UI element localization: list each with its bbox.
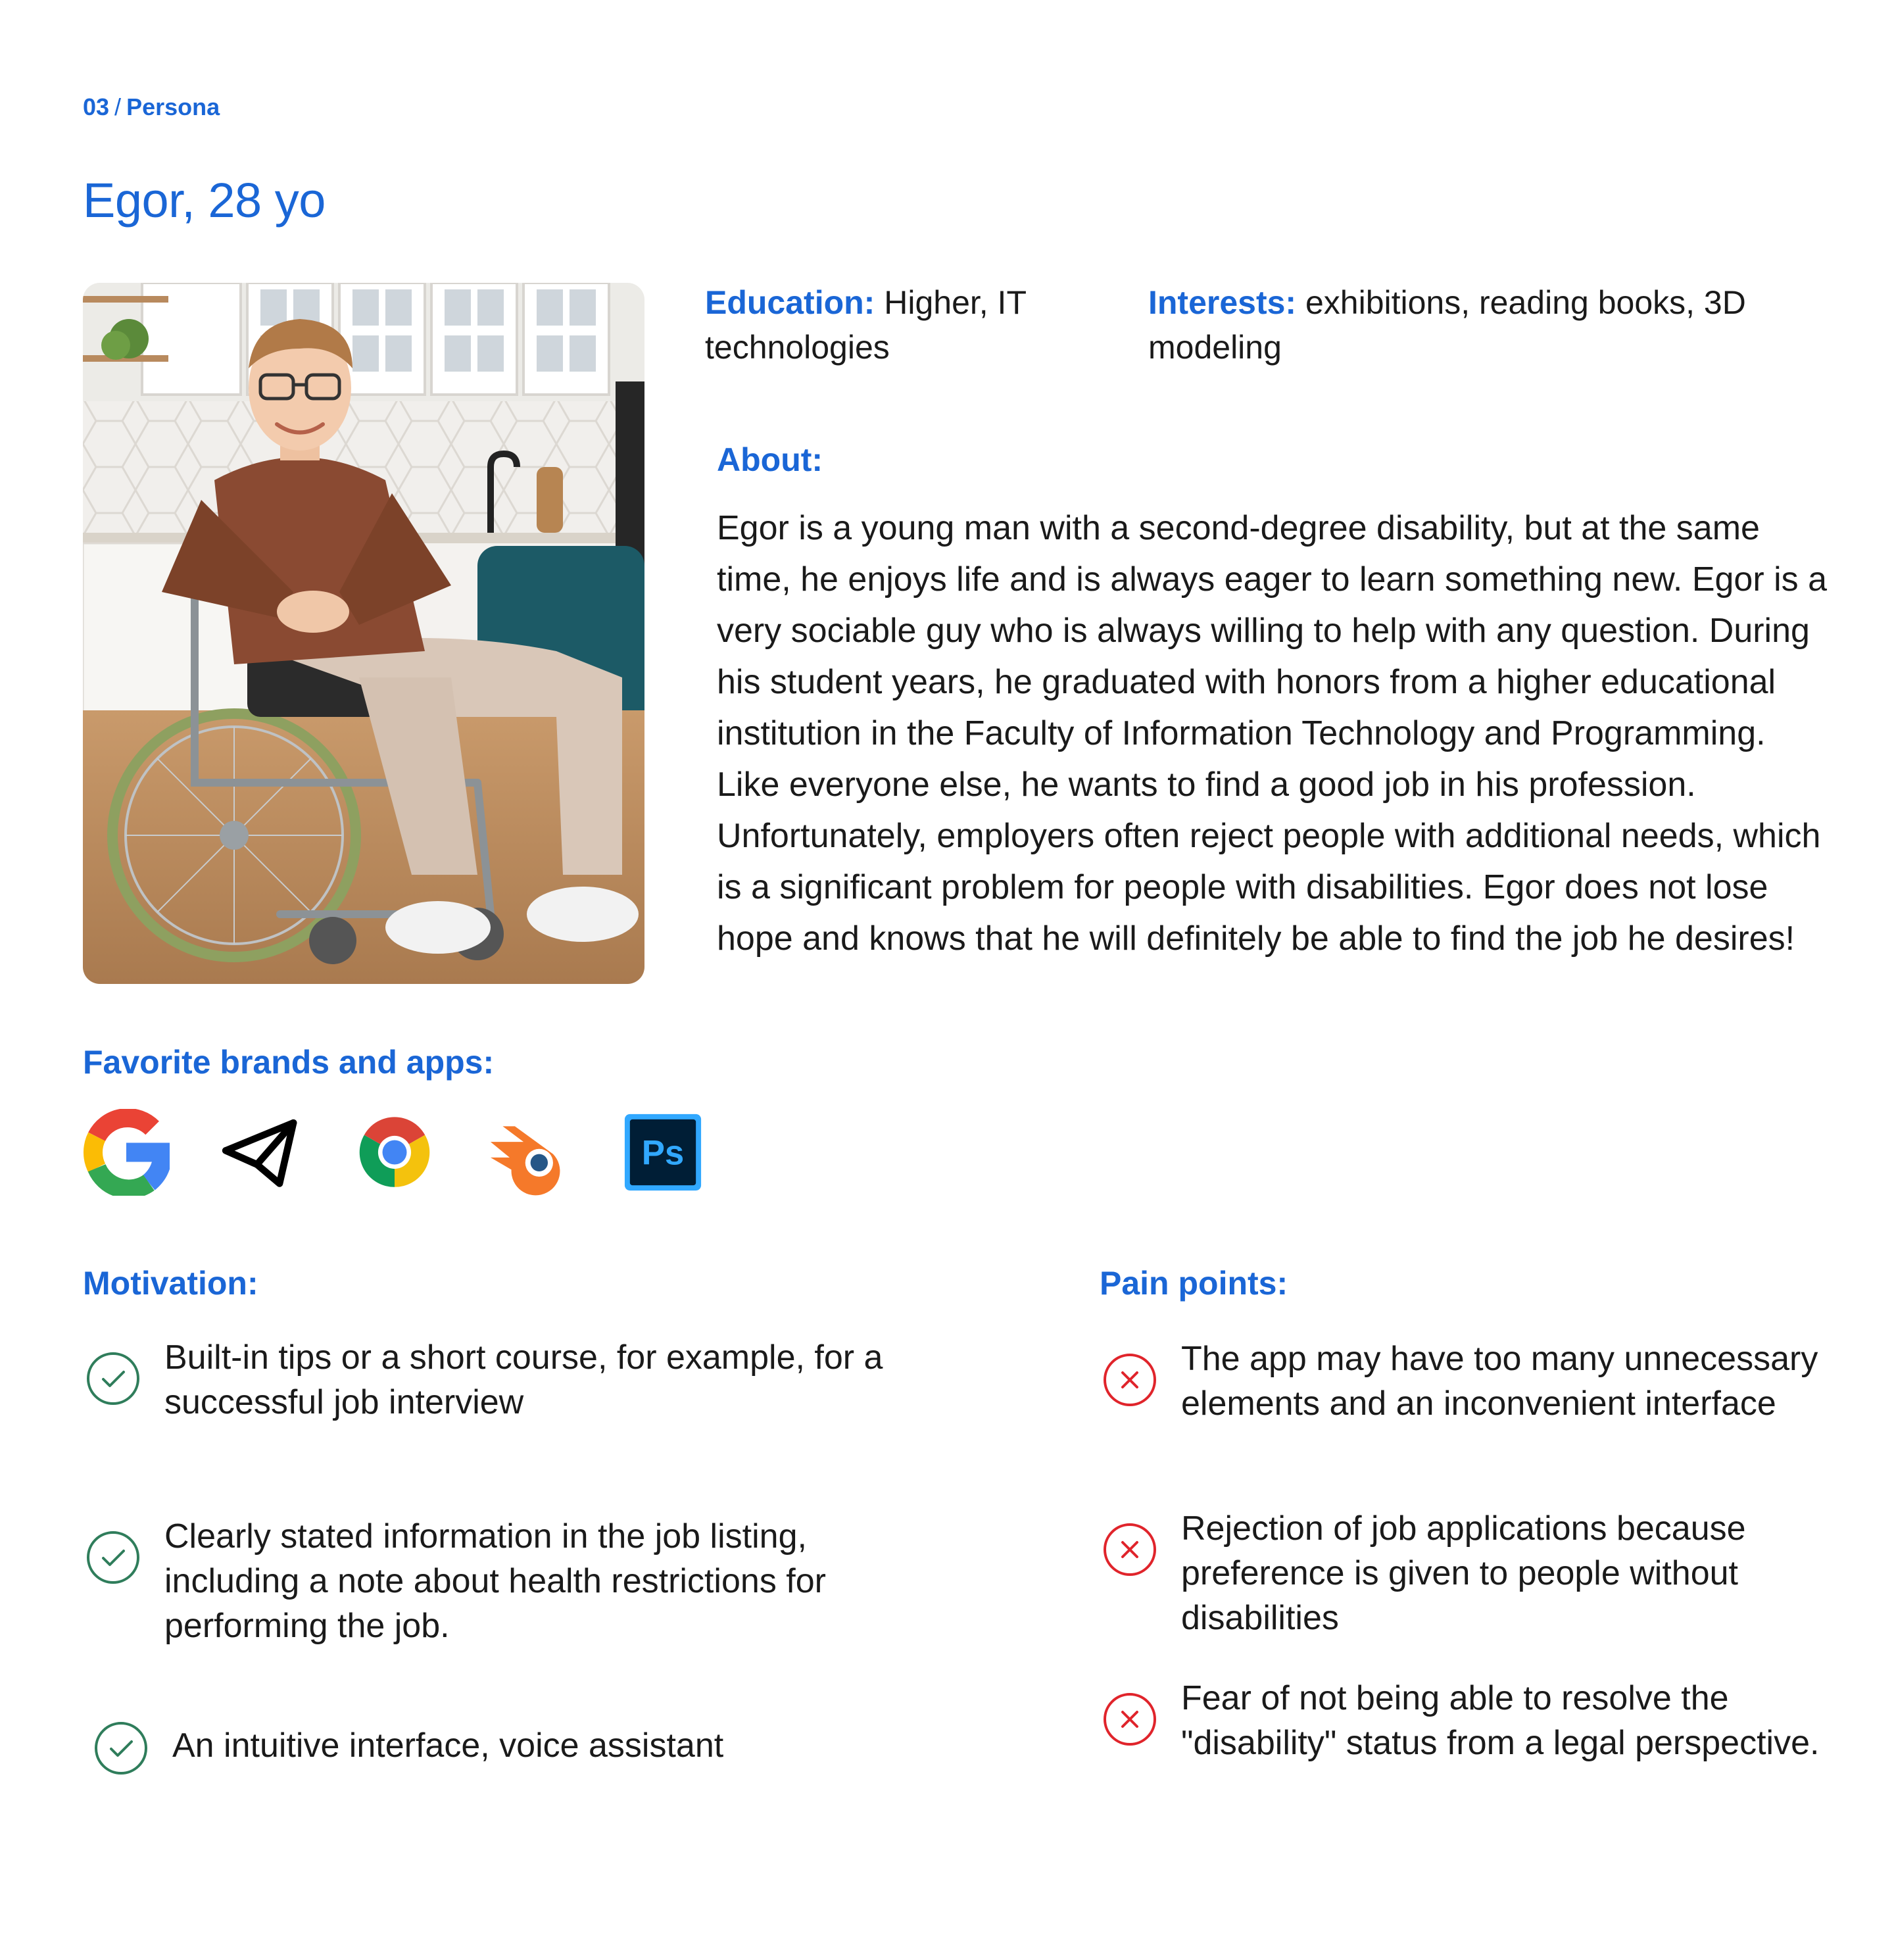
photoshop-label: Ps [641, 1133, 685, 1173]
blender-icon [485, 1109, 572, 1196]
education-value: Higher, IT technologies [705, 284, 1027, 366]
x-circle-icon [1102, 1352, 1157, 1408]
breadcrumb-number: 03 [83, 93, 110, 120]
pain-point-item [1102, 1506, 1845, 1640]
motivation-text: Built-in tips or a short course, for example, for a successful job interview [164, 1338, 883, 1421]
brands-heading: Favorite brands and apps: [83, 1044, 495, 1081]
google-icon [83, 1109, 170, 1196]
motivation-text: Clearly stated information in the job listing, including a note about health restrictions for performing the job. [164, 1517, 826, 1645]
interests-label: Interests: [1148, 284, 1297, 321]
about-heading: About: [717, 441, 823, 478]
pain-points-heading: Pain points: [1100, 1265, 1288, 1302]
breadcrumb-section: Persona [126, 93, 220, 120]
page-title: Egor, 28 yo [83, 173, 326, 228]
breadcrumb-separator: / [114, 93, 122, 120]
check-circle-icon [93, 1721, 149, 1776]
motivation-heading: Motivation: [83, 1265, 258, 1302]
brands-list [83, 1109, 706, 1196]
persona-photo [83, 283, 644, 984]
check-circle-icon [85, 1530, 141, 1585]
motivation-text: An intuitive interface, voice assistant [172, 1727, 724, 1765]
photoshop-icon [619, 1109, 706, 1196]
x-circle-icon [1102, 1692, 1157, 1747]
about-text: Egor is a young man with a second-degree disability, but at the same time, he enjoys life and is always eager to learn something new. Egor is a very sociable guy who is always willing to help with any question. During his student years, he graduated with honors from a higher educational institution in the Faculty of Information Technology and Programming. Like everyone else, he wants to find a good job in his profession. Unfortunately, employers often reject people with additional needs, which is a significant problem for people with disabilities. Egor does not lose hope and knows that he will definitely be able to find the job he desires! [717, 509, 1828, 958]
telegram-icon [217, 1109, 304, 1196]
motivation-item [85, 1335, 914, 1425]
motivation-item [93, 1723, 922, 1776]
check-circle-icon [85, 1351, 141, 1406]
pain-point-item [1102, 1676, 1845, 1765]
x-circle-icon [1102, 1522, 1157, 1577]
motivation-item [85, 1514, 914, 1648]
breadcrumb [83, 93, 220, 121]
interests-value: exhibitions, reading books, 3D modeling [1148, 284, 1746, 366]
pain-point-text: Rejection of job applications because preference is given to people without disabilities [1181, 1509, 1746, 1637]
pain-point-item [1102, 1336, 1845, 1426]
pain-point-text: The app may have too many unnecessary elements and an inconvenient interface [1181, 1340, 1818, 1423]
education-info [705, 280, 1100, 370]
interests-info [1148, 280, 1832, 370]
pain-point-text: Fear of not being able to resolve the "disability" status from a legal perspective. [1181, 1679, 1820, 1762]
education-label: Education: [705, 284, 875, 321]
chrome-icon [351, 1109, 438, 1196]
